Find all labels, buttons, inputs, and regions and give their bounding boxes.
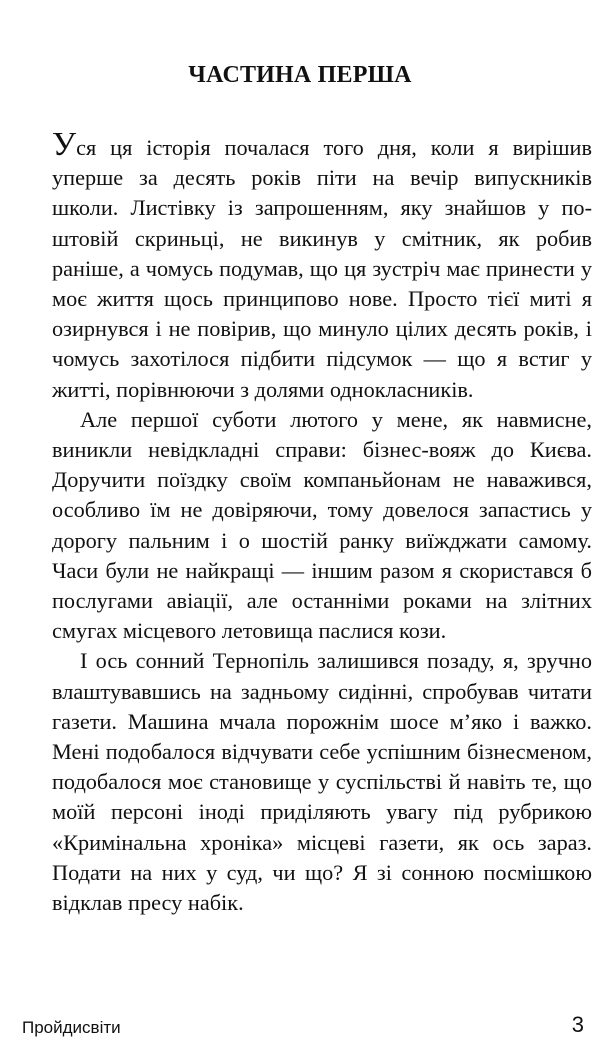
paragraph-2: Але першої суботи лютого у мене, як навмисне, виникли невідкладні справи: бізнес-вояж до Києва. Доручити поїздку своїм компаньйонам не наважився, особливо їм не довіряючи, тому довелося запастись у дорогу пальним і о шостій ранку виїжджати самому. Часи були не найкращі — іншим разом я скористався б послугами авіації, але останніми роками на злітних смугах місцевого летовища паслися кози. [52,406,592,644]
body-text [52,126,592,918]
drop-cap: У [52,126,77,163]
chapter-title: ЧАСТИНА ПЕРША [188,62,412,88]
paragraph-1-text: ся ця історія почалася того дня, коли я вирішив уперше за десять років піти на вечір випускників школи. Листівку із запрошенням, яку знайшов у поштовій скриньці, не викинув у смітник, як робив раніше, а чомусь подумав, що ця зустріч має принести у моє життя щось принципово нове. Просто тієї миті я озирнувся і не повірив, що минуло цілих десять років, і чомусь захотілося підбити підсумок — що я встиг у житті, порівнюючи з долями однокласників. [52,135,592,402]
running-footer-title: Пройдисвіти [22,1018,121,1037]
paragraph-1 [52,126,592,405]
paragraph-3: І ось сонний Тернопіль залишився позаду, я, зручно влаштувавшись на задньому сидінні, спробував читати газети. Машина мчала порожнім шосе м’яко і важко. Мені подобалося відчувати себе успішним бізнесменом, подобалося моє становище у суспільстві й навіть те, що моїй персоні іноді приділяють увагу під рубрикою «Кримінальна хроніка» місцеві газети, як ось зараз. Подати на них у суд, чи що? Я зі сонною посмішкою відклав пресу набік. [52,648,592,916]
page-number: 3 [571,1012,584,1037]
